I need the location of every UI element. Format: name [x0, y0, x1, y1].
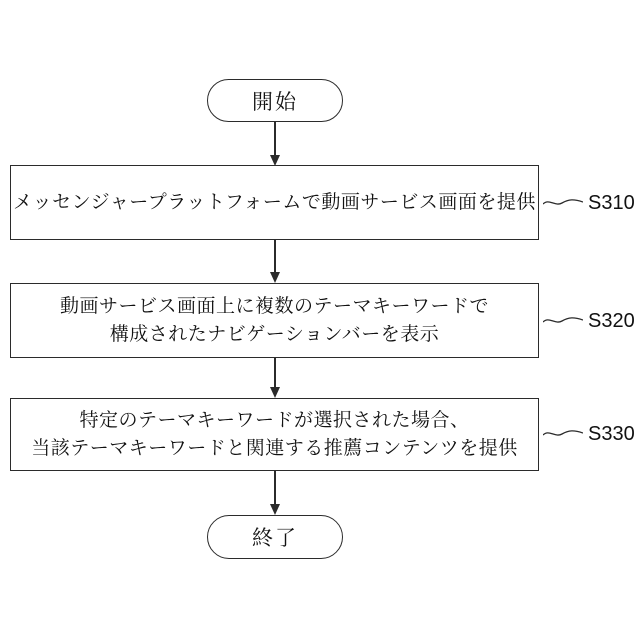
step-box-s330	[10, 398, 539, 471]
step-text-line: 構成されたナビゲーションバーを表示	[109, 323, 440, 345]
start-node	[207, 79, 343, 122]
arrow-shaft	[274, 240, 276, 273]
step-text-line: 当該テーマキーワードと関連する推薦コンテンツを提供	[31, 437, 518, 459]
arrow-head-icon	[270, 387, 280, 398]
step-text-line: メッセンジャープラットフォームで動画サービス画面を提供	[13, 191, 536, 213]
squiggle-connector-icon	[543, 427, 583, 441]
end-node-label: 終了	[252, 527, 298, 550]
squiggle-connector-icon	[543, 196, 583, 210]
arrow-head-icon	[270, 504, 280, 515]
arrow-shaft	[274, 122, 276, 156]
step-text-line: 動画サービス画面上に複数のテーマキーワードで	[59, 295, 489, 317]
step-tag-s310	[543, 192, 635, 214]
step-tag-label: S310	[588, 191, 635, 214]
step-text-line: 特定のテーマキーワードが選択された場合、	[79, 409, 470, 431]
step-tag-label: S330	[588, 422, 635, 445]
step-tag-label: S320	[588, 309, 635, 332]
step-box-s310	[10, 165, 539, 240]
arrow-head-icon	[270, 272, 280, 283]
end-node	[207, 515, 343, 559]
step-box-s320	[10, 283, 539, 358]
arrow-shaft	[274, 471, 276, 505]
step-tag-s330	[543, 423, 635, 445]
arrow-shaft	[274, 358, 276, 388]
start-node-label: 開始	[252, 90, 298, 114]
squiggle-connector-icon	[543, 314, 583, 328]
step-tag-s320	[543, 310, 635, 332]
